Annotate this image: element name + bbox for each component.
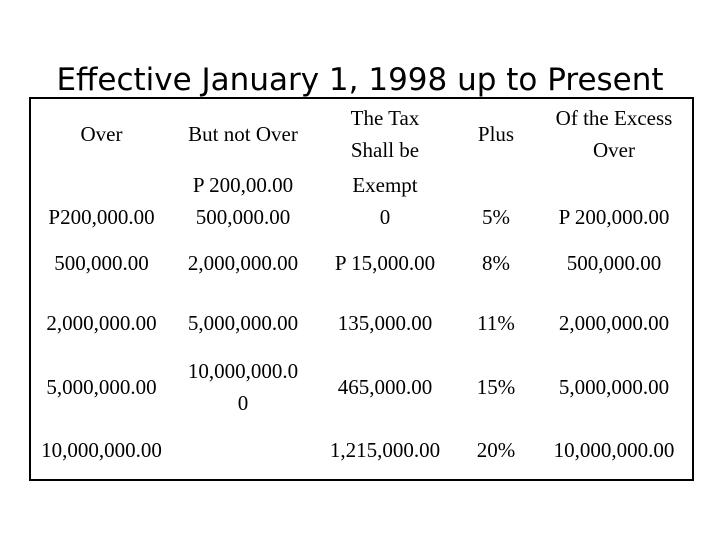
header-excess-over: Of the Excess Over <box>555 106 673 162</box>
cell-excess-over: 2,000,000.00 <box>558 311 670 335</box>
table-row <box>30 293 693 353</box>
cell-over: 500,000.00 <box>54 251 149 275</box>
cell-but-not-over <box>172 421 314 480</box>
cell-over: 10,000,000.00 <box>41 438 162 462</box>
cell-over: P200,000.00 <box>48 205 155 229</box>
cell-tax: P 15,000.00 <box>334 251 436 275</box>
cell-but-not-over: 10,000,000.0 0 <box>187 359 299 415</box>
header-row <box>30 98 693 169</box>
table-row <box>30 233 693 293</box>
header-tax-shall-be: The Tax Shall be <box>350 106 420 162</box>
cell-tax: Exempt 0 <box>352 173 418 229</box>
cell-excess-over: 500,000.00 <box>566 251 662 275</box>
cell-tax: 465,000.00 <box>337 375 433 399</box>
cell-excess-over: P 200,000.00 <box>558 205 670 229</box>
cell-plus: 15% <box>476 375 516 399</box>
cell-but-not-over: P 200,00.00 500,000.00 <box>192 173 294 229</box>
cell-but-not-over: 2,000,000.00 <box>187 251 299 275</box>
cell-plus: 11% <box>477 311 515 335</box>
cell-plus: 20% <box>476 438 516 462</box>
cell-excess-over: 10,000,000.00 <box>553 438 675 462</box>
cell-excess-over: 5,000,000.00 <box>558 375 670 399</box>
cell-plus: 5% <box>482 205 510 229</box>
cell-but-not-over: 5,000,000.00 <box>187 311 299 335</box>
slide-title: Effective January 1, 1998 up to Present <box>56 62 664 98</box>
table-row <box>30 421 693 480</box>
cell-tax: 1,215,000.00 <box>329 438 441 462</box>
header-plus: Plus <box>477 122 515 146</box>
tax-table <box>29 97 694 481</box>
table-row <box>30 169 693 233</box>
cell-over: 2,000,000.00 <box>46 311 157 335</box>
cell-tax: 135,000.00 <box>337 311 433 335</box>
cell-over: 5,000,000.00 <box>46 375 157 399</box>
header-but-not-over: But not Over <box>188 122 298 146</box>
table-row <box>30 353 693 421</box>
cell-plus: 8% <box>482 251 510 275</box>
header-over: Over <box>80 122 123 146</box>
